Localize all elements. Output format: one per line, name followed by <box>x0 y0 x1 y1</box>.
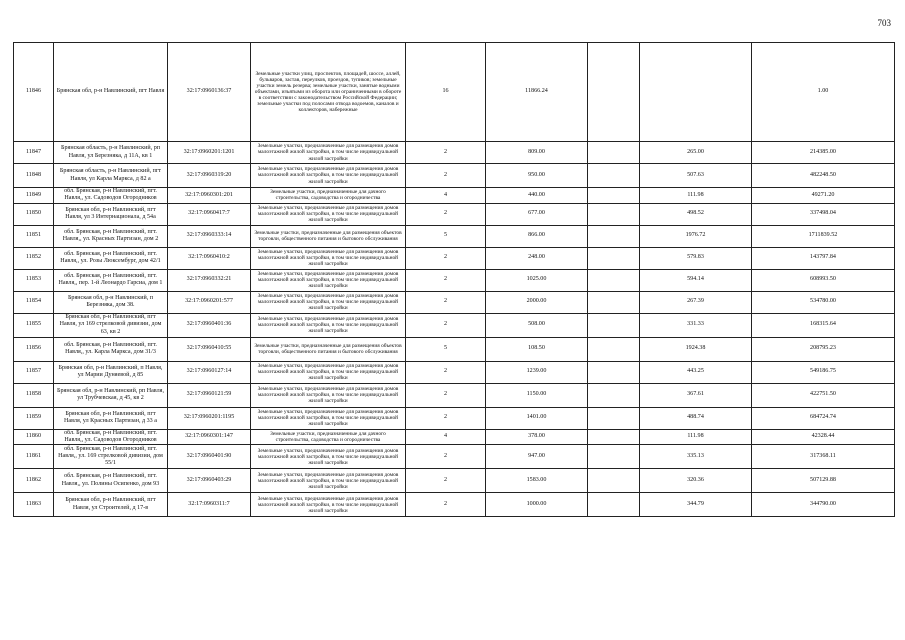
row-id-cell: 11848 <box>14 164 54 188</box>
address-cell: Брянская обл, р-н Навлинский, пгт Навля, ул 169 стрелковой дивизии, дом 63, кв 2 <box>54 313 168 337</box>
group-number-cell: 2 <box>406 269 486 291</box>
empty-cell <box>588 493 640 517</box>
cadastral-value-cell: 608993.50 <box>752 269 895 291</box>
row-id-cell: 11859 <box>14 407 54 429</box>
specific-value-cell: 579.83 <box>640 247 752 269</box>
address-cell: Брянская область, р-н Навлинский, рп Навля, ул Березняка, д 11А, кв 1 <box>54 142 168 164</box>
cadastral-value-cell: 1711839.52 <box>752 225 895 247</box>
area-cell: 1401.00 <box>486 407 588 429</box>
cadastral-value-cell: 42328.44 <box>752 429 895 445</box>
table-row <box>14 43 895 142</box>
group-number-cell: 2 <box>406 407 486 429</box>
group-number-cell: 4 <box>406 188 486 204</box>
land-register-table <box>13 42 895 517</box>
group-number-cell: 2 <box>406 493 486 517</box>
empty-cell <box>588 337 640 361</box>
group-number-cell: 2 <box>406 469 486 493</box>
land-use-description-cell: Земельные участки, предназначенные для дачного строительства, садоводства и огородничества <box>251 429 406 445</box>
address-cell: обл. Брянская, р-н Навлинский, пгт. Навля,, ул. 169 стрелковой дивизии, дом 55/1 <box>54 445 168 469</box>
empty-cell <box>588 188 640 204</box>
land-use-description-cell: Земельные участки, предназначенные для размещения домов малоэтажной жилой застройки, в том числе индивидуальной жилой застройки <box>251 247 406 269</box>
area-cell: 1150.00 <box>486 383 588 407</box>
table-row <box>14 361 895 383</box>
empty-cell <box>588 407 640 429</box>
group-number-cell: 4 <box>406 429 486 445</box>
address-cell: обл. Брянская, р-н Навлинский, пгт. Навля,, ул. Красных Партизан, дом 2 <box>54 225 168 247</box>
specific-value-cell: 265.00 <box>640 142 752 164</box>
table-row <box>14 493 895 517</box>
row-id-cell: 11863 <box>14 493 54 517</box>
cadastral-number-cell: 32:17:0960410:2 <box>168 247 251 269</box>
address-cell: обл. Брянская, р-н Навлинский, пгт. Навля,, ул. Розы Люксембург, дом 42/1 <box>54 247 168 269</box>
row-id-cell: 11853 <box>14 269 54 291</box>
address-cell: Брянская обл, р-н Навлинский, рп Навля, ул Трубчевская, д 45, кв 2 <box>54 383 168 407</box>
address-cell: обл. Брянская, р-н Навлинский, пгт. Навля,, ул. Карла Маркса, дом 31/3 <box>54 337 168 361</box>
cadastral-number-cell: 32:17:0960401:36 <box>168 313 251 337</box>
cadastral-number-cell: 32:17:0960301:147 <box>168 429 251 445</box>
area-cell: 866.00 <box>486 225 588 247</box>
address-cell: обл. Брянская, р-н Навлинский, пгт. Навля,, ул. Полины Осипенко, дом 93 <box>54 469 168 493</box>
address-cell: Брянская обл, р-н Навлинский, пгт Навля <box>54 43 168 142</box>
cadastral-value-cell: 534780.00 <box>752 291 895 313</box>
table-row <box>14 269 895 291</box>
specific-value-cell: 507.63 <box>640 164 752 188</box>
area-cell: 1583.00 <box>486 469 588 493</box>
address-cell: Брянская обл, р-н Навлинский, п Навля, ул Марии Дуняевой, д 85 <box>54 361 168 383</box>
empty-cell <box>588 203 640 225</box>
cadastral-value-cell: 1.00 <box>752 43 895 142</box>
address-cell: Брянская обл, р-н Навлинский, пгт Навля, ул 3 Интернационала, д 54а <box>54 203 168 225</box>
empty-cell <box>588 383 640 407</box>
specific-value-cell: 443.25 <box>640 361 752 383</box>
cadastral-value-cell: 317368.11 <box>752 445 895 469</box>
cadastral-value-cell: 337498.04 <box>752 203 895 225</box>
area-cell: 2000.00 <box>486 291 588 313</box>
specific-value-cell: 488.74 <box>640 407 752 429</box>
empty-cell <box>588 43 640 142</box>
cadastral-value-cell: 422751.50 <box>752 383 895 407</box>
cadastral-number-cell: 32:17:0960121:59 <box>168 383 251 407</box>
empty-cell <box>588 361 640 383</box>
row-id-cell: 11862 <box>14 469 54 493</box>
row-id-cell: 11856 <box>14 337 54 361</box>
address-cell: обл. Брянская, р-н Навлинский, пгт. Навля,, пер. 1-й Леонардо Гарсиа, дом 1 <box>54 269 168 291</box>
land-use-description-cell: Земельные участки, предназначенные для размещения домов малоэтажной жилой застройки, в том числе индивидуальной жилой застройки <box>251 361 406 383</box>
cadastral-number-cell: 32:17:0960333:14 <box>168 225 251 247</box>
area-cell: 1239.00 <box>486 361 588 383</box>
land-use-description-cell: Земельные участки, предназначенные для размещения домов малоэтажной жилой застройки, в том числе индивидуальной жилой застройки <box>251 269 406 291</box>
specific-value-cell: 498.52 <box>640 203 752 225</box>
cadastral-number-cell: 32:17:0960401:90 <box>168 445 251 469</box>
row-id-cell: 11852 <box>14 247 54 269</box>
row-id-cell: 11855 <box>14 313 54 337</box>
specific-value-cell: 1924.38 <box>640 337 752 361</box>
area-cell: 440.00 <box>486 188 588 204</box>
empty-cell <box>588 469 640 493</box>
land-use-description-cell: Земельные участки, предназначенные для размещения домов малоэтажной жилой застройки, в том числе индивидуальной жилой застройки <box>251 291 406 313</box>
cadastral-value-cell: 549186.75 <box>752 361 895 383</box>
table-row <box>14 429 895 445</box>
address-cell: Брянская обл, р-н Навлинский, пгт Навля, ул Строителей, д 17-в <box>54 493 168 517</box>
area-cell: 947.00 <box>486 445 588 469</box>
specific-value-cell <box>640 43 752 142</box>
address-cell: Брянская обл, р-н Навлинский, пгт Навля, ул Красных Партизан, д 33 а <box>54 407 168 429</box>
cadastral-value-cell: 507129.88 <box>752 469 895 493</box>
empty-cell <box>588 247 640 269</box>
empty-cell <box>588 429 640 445</box>
empty-cell <box>588 291 640 313</box>
cadastral-number-cell: 32:17:0960136:37 <box>168 43 251 142</box>
table-row <box>14 313 895 337</box>
cadastral-value-cell: 344790.00 <box>752 493 895 517</box>
table-row <box>14 247 895 269</box>
cadastral-number-cell: 32:17:0960319:20 <box>168 164 251 188</box>
row-id-cell: 11854 <box>14 291 54 313</box>
land-use-description-cell: Земельные участки, предназначенные для размещения объектов торговли, общественного питания и бытового обслуживания <box>251 337 406 361</box>
specific-value-cell: 335.13 <box>640 445 752 469</box>
specific-value-cell: 594.14 <box>640 269 752 291</box>
page-number: 703 <box>877 18 891 28</box>
cadastral-number-cell: 32:17:0960403:29 <box>168 469 251 493</box>
table-row <box>14 203 895 225</box>
row-id-cell: 11861 <box>14 445 54 469</box>
cadastral-number-cell: 32:17:0960417:7 <box>168 203 251 225</box>
address-cell: Брянская обл, р-н Навлинский, п Березняка, дом 38. <box>54 291 168 313</box>
group-number-cell: 2 <box>406 291 486 313</box>
group-number-cell: 5 <box>406 225 486 247</box>
cadastral-number-cell: 32:17:0960201:1195 <box>168 407 251 429</box>
cadastral-value-cell: 208795.23 <box>752 337 895 361</box>
table-row <box>14 291 895 313</box>
specific-value-cell: 1976.72 <box>640 225 752 247</box>
land-use-description-cell: Земельные участки, предназначенные для размещения домов малоэтажной жилой застройки, в том числе индивидуальной жилой застройки <box>251 164 406 188</box>
empty-cell <box>588 269 640 291</box>
group-number-cell: 2 <box>406 361 486 383</box>
address-cell: обл. Брянская, р-н Навлинский, пгт. Навля,, ул. Садоводов Огородников <box>54 188 168 204</box>
area-cell: 508.00 <box>486 313 588 337</box>
area-cell: 11866.24 <box>486 43 588 142</box>
group-number-cell: 2 <box>406 142 486 164</box>
table-row <box>14 164 895 188</box>
table-row <box>14 142 895 164</box>
cadastral-value-cell: 684724.74 <box>752 407 895 429</box>
empty-cell <box>588 142 640 164</box>
group-number-cell: 2 <box>406 203 486 225</box>
empty-cell <box>588 225 640 247</box>
group-number-cell: 2 <box>406 247 486 269</box>
row-id-cell: 11850 <box>14 203 54 225</box>
specific-value-cell: 267.39 <box>640 291 752 313</box>
cadastral-number-cell: 32:17:0960332:21 <box>168 269 251 291</box>
specific-value-cell: 367.61 <box>640 383 752 407</box>
row-id-cell: 11849 <box>14 188 54 204</box>
cadastral-number-cell: 32:17:0960410:55 <box>168 337 251 361</box>
specific-value-cell: 331.33 <box>640 313 752 337</box>
specific-value-cell: 111.98 <box>640 188 752 204</box>
address-cell: Брянская область, р-н Навлинский, пгт Навля, ул Карла Маркса, д 82 а <box>54 164 168 188</box>
group-number-cell: 2 <box>406 164 486 188</box>
area-cell: 677.00 <box>486 203 588 225</box>
land-use-description-cell: Земельные участки, предназначенные для размещения домов малоэтажной жилой застройки, в том числе индивидуальной жилой застройки <box>251 493 406 517</box>
group-number-cell: 16 <box>406 43 486 142</box>
row-id-cell: 11851 <box>14 225 54 247</box>
cadastral-value-cell: 168315.64 <box>752 313 895 337</box>
register-body <box>14 43 895 517</box>
cadastral-number-cell: 32:17:0960201:577 <box>168 291 251 313</box>
land-use-description-cell: Земельные участки, предназначенные для размещения домов малоэтажной жилой застройки, в том числе индивидуальной жилой застройки <box>251 407 406 429</box>
land-use-description-cell: Земельные участки, предназначенные для размещения домов малоэтажной жилой застройки, в том числе индивидуальной жилой застройки <box>251 313 406 337</box>
area-cell: 108.50 <box>486 337 588 361</box>
table-row <box>14 407 895 429</box>
empty-cell <box>588 313 640 337</box>
cadastral-number-cell: 32:17:0960301:201 <box>168 188 251 204</box>
table-row <box>14 188 895 204</box>
table-row <box>14 383 895 407</box>
row-id-cell: 11846 <box>14 43 54 142</box>
group-number-cell: 2 <box>406 445 486 469</box>
area-cell: 1000.00 <box>486 493 588 517</box>
land-use-description-cell: Земельные участки, предназначенные для размещения домов малоэтажной жилой застройки, в том числе индивидуальной жилой застройки <box>251 469 406 493</box>
cadastral-value-cell: 143797.84 <box>752 247 895 269</box>
group-number-cell: 2 <box>406 383 486 407</box>
row-id-cell: 11860 <box>14 429 54 445</box>
address-cell: обл. Брянская, р-н Навлинский, пгт. Навля,, ул. Садоводов Огородников <box>54 429 168 445</box>
specific-value-cell: 344.79 <box>640 493 752 517</box>
cadastral-value-cell: 214385.00 <box>752 142 895 164</box>
land-use-description-cell: Земельные участки, предназначенные для размещения домов малоэтажной жилой застройки, в том числе индивидуальной жилой застройки <box>251 142 406 164</box>
specific-value-cell: 320.36 <box>640 469 752 493</box>
cadastral-number-cell: 32:17:0960127:14 <box>168 361 251 383</box>
cadastral-number-cell: 32:17:0960201:1201 <box>168 142 251 164</box>
land-use-description-cell: Земельные участки улиц, проспектов, площадей, шоссе, аллей, бульваров, застав, переулков, проездов, тупиков; земельные участки земель резерва; земельные участки, занятые водными объектами, изъятыми из оборота или ограниченными в обороте в соответствии с законодательством Российской Федерации; земельные участки под полосами отвода водоемов, каналов и коллекторов, набережные <box>251 43 406 142</box>
group-number-cell: 2 <box>406 313 486 337</box>
land-use-description-cell: Земельные участки, предназначенные для размещения домов малоэтажной жилой застройки, в том числе индивидуальной жилой застройки <box>251 383 406 407</box>
land-use-description-cell: Земельные участки, предназначенные для размещения домов малоэтажной жилой застройки, в том числе индивидуальной жилой застройки <box>251 445 406 469</box>
group-number-cell: 5 <box>406 337 486 361</box>
table-row <box>14 225 895 247</box>
area-cell: 1025.00 <box>486 269 588 291</box>
land-use-description-cell: Земельные участки, предназначенные для размещения объектов торговли, общественного питания и бытового обслуживания <box>251 225 406 247</box>
row-id-cell: 11858 <box>14 383 54 407</box>
row-id-cell: 11857 <box>14 361 54 383</box>
area-cell: 248.00 <box>486 247 588 269</box>
empty-cell <box>588 445 640 469</box>
cadastral-number-cell: 32:17:0960311:7 <box>168 493 251 517</box>
cadastral-value-cell: 49271.20 <box>752 188 895 204</box>
empty-cell <box>588 164 640 188</box>
table-row <box>14 469 895 493</box>
cadastral-value-cell: 482248.50 <box>752 164 895 188</box>
table-row <box>14 445 895 469</box>
land-use-description-cell: Земельные участки, предназначенные для дачного строительства, садоводства и огородничества <box>251 188 406 204</box>
land-use-description-cell: Земельные участки, предназначенные для размещения домов малоэтажной жилой застройки, в том числе индивидуальной жилой застройки <box>251 203 406 225</box>
specific-value-cell: 111.98 <box>640 429 752 445</box>
area-cell: 378.00 <box>486 429 588 445</box>
area-cell: 809.00 <box>486 142 588 164</box>
area-cell: 950.00 <box>486 164 588 188</box>
row-id-cell: 11847 <box>14 142 54 164</box>
table-row <box>14 337 895 361</box>
